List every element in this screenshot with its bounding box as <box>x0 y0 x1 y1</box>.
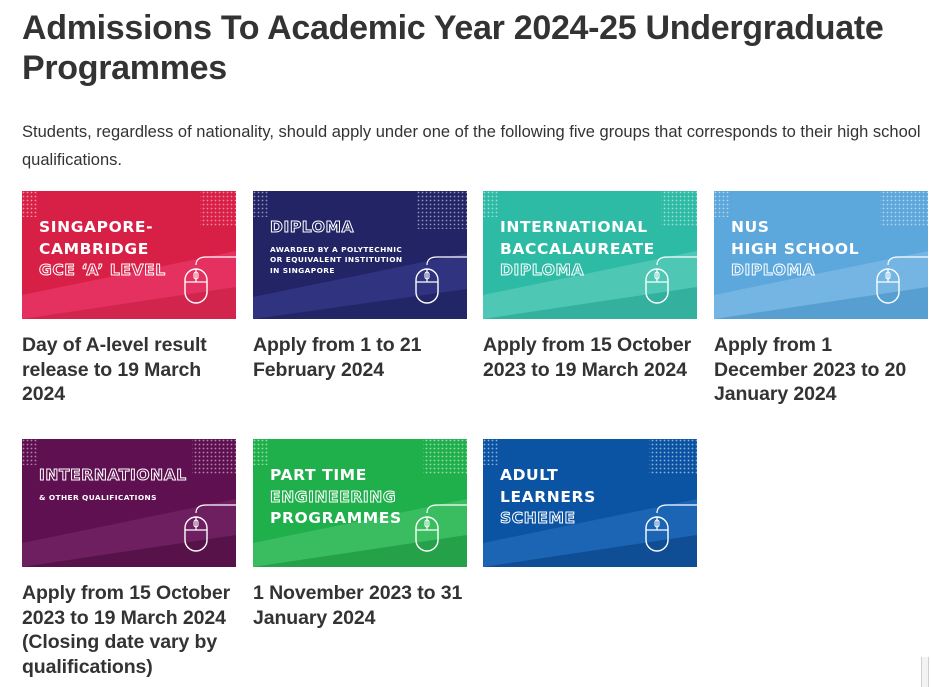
banner-line: IN SINGAPORE <box>270 265 335 275</box>
banner-line: AWARDED BY A POLYTECHNIC <box>270 244 403 254</box>
mouse-icon <box>415 499 467 555</box>
banner-line: CAMBRIDGE <box>39 239 149 258</box>
card-diploma[interactable] <box>253 191 467 382</box>
banner-line: PART TIME <box>270 466 367 484</box>
card-nus-high-school[interactable] <box>714 191 928 407</box>
banner-line: DIPLOMA <box>500 261 585 279</box>
mouse-icon <box>415 251 467 307</box>
banner-line: ENGINEERING <box>270 487 397 506</box>
card-caption: Apply from 15 October 2023 to 19 March 2024 <box>483 334 692 381</box>
banner-line: LEARNERS <box>500 487 596 506</box>
banner-international-baccalaureate[interactable] <box>483 191 697 319</box>
banner-line: OR EQUIVALENT INSTITUTION <box>270 255 403 264</box>
page-title: Admissions To Academic Year 2024-25 Undergraduate Programmes <box>22 9 884 87</box>
mouse-icon <box>645 499 697 555</box>
card-adult-learners[interactable] <box>483 439 697 581</box>
mouse-icon <box>184 251 236 307</box>
banner-line: BACCALAUREATE <box>500 239 655 258</box>
card-caption: 1 November 2023 to 31 January 2024 <box>253 582 463 629</box>
banner-line: HIGH SCHOOL <box>731 239 860 258</box>
card-international[interactable] <box>22 439 236 679</box>
banner-line: DIPLOMA <box>270 218 355 236</box>
banner-adult-learners[interactable] <box>483 439 697 567</box>
banner-line: INTERNATIONAL <box>39 466 187 484</box>
banner-line: & OTHER QUALIFICATIONS <box>39 492 157 502</box>
card-singapore-cambridge[interactable] <box>22 191 236 407</box>
banner-line: INTERNATIONAL <box>500 218 648 236</box>
card-caption: Day of A-level result release to 19 March 2024 <box>22 334 207 405</box>
banner-line: SCHEME <box>500 509 576 527</box>
banner-line: GCE ‘A’ LEVEL <box>39 261 166 279</box>
mouse-icon <box>645 251 697 307</box>
card-caption: Apply from 1 December 2023 to 20 January 2024 <box>714 334 907 405</box>
mouse-icon <box>876 251 928 307</box>
banner-line: ADULT <box>500 466 559 484</box>
card-part-time-engineering[interactable] <box>253 439 467 630</box>
banner-line: DIPLOMA <box>731 261 816 279</box>
banner-line: NUS <box>731 218 770 236</box>
card-caption: Apply from 1 to 21 February 2024 <box>253 334 422 381</box>
banner-line: SINGAPORE- <box>39 218 154 236</box>
card-caption: Apply from 15 October 2023 to 19 March 2024 (Closing date vary by qualifications) <box>22 582 231 678</box>
mouse-icon <box>184 499 236 555</box>
banner-singapore-cambridge[interactable] <box>22 191 236 319</box>
banner-diploma[interactable] <box>253 191 467 319</box>
banner-part-time-engineering[interactable] <box>253 439 467 567</box>
scrollbar-handle[interactable] <box>921 657 929 687</box>
intro-text: Students, regardless of nationality, should apply under one of the following five groups that corresponds to their high school qualifications. <box>22 123 921 169</box>
banner-international[interactable] <box>22 439 236 567</box>
banner-line: PROGRAMMES <box>270 509 402 527</box>
banner-nus-high-school[interactable] <box>714 191 928 319</box>
card-international-baccalaureate[interactable] <box>483 191 697 382</box>
